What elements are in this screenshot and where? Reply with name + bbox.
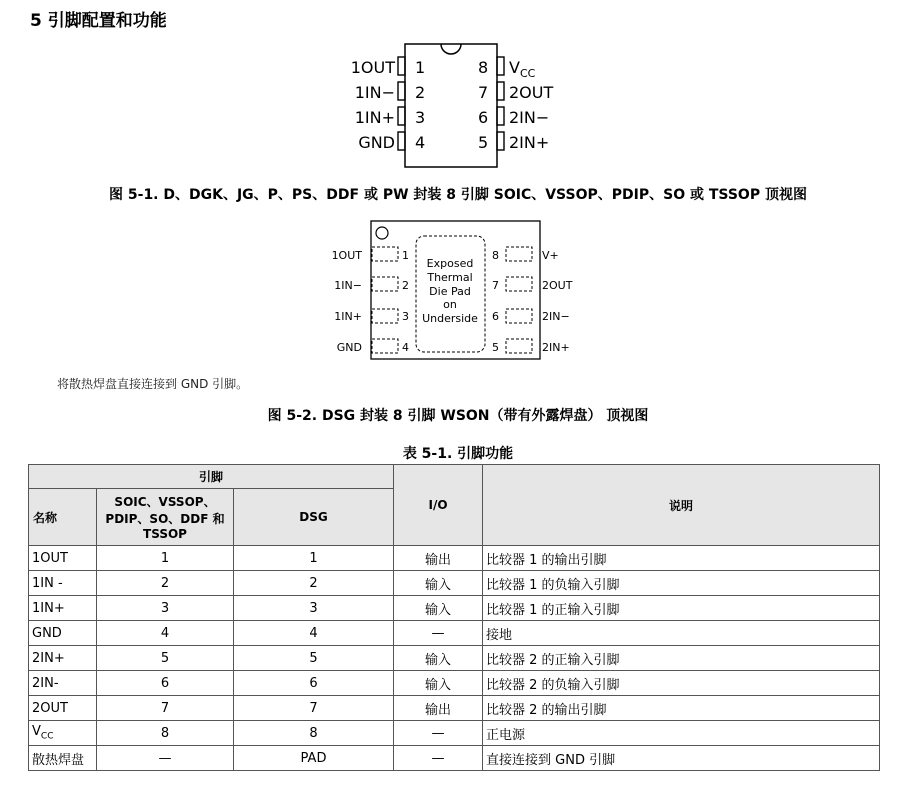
pin-name: 散热焊盘 [29,746,97,771]
table-row [29,621,880,646]
pin-description: 比较器 1 的输出引脚 [483,546,880,571]
pin-name: 1IN - [29,571,97,596]
pin-io: 输入 [394,671,483,696]
wson-pin-name-right-6: 2IN− [542,310,570,323]
table-row [29,746,880,771]
pin1-dot [376,227,388,239]
wson-pin-num-5: 5 [492,341,499,354]
pin-num-6: 6 [478,108,489,127]
table-row [29,546,880,571]
wson-pin-num-8: 8 [492,249,499,262]
pin-description: 接地 [483,621,880,646]
wson-pin-num-6: 6 [492,310,499,323]
pin-number-dsg: 5 [234,646,394,671]
figure-5-2-note: 将散热焊盘直接连接到 GND 引脚。 [57,377,249,391]
pin-number-dsg: 2 [234,571,394,596]
pin-io: — [394,746,483,771]
pin-number-dsg: 1 [234,546,394,571]
figure-5-1-caption: 图 5-1. D、DGK、JG、P、PS、DDF 或 PW 封装 8 引脚 SOIC、VSSOP、PDIP、SO 或 TSSOP 顶视图 [109,187,807,203]
pin-name-left-3: 1IN+ [354,108,395,127]
figure-5-2-caption: 图 5-2. DSG 封装 8 引脚 WSON（带有外露焊盘） 顶视图 [267,408,649,424]
pin-name: 1IN+ [29,596,97,621]
header-description: 说明 [483,465,880,546]
pin-description: 比较器 1 的负输入引脚 [483,571,880,596]
pin-io: 输出 [394,696,483,721]
pin-io: 输入 [394,646,483,671]
pin-number-dsg: 8 [234,721,394,746]
pin-name: 2OUT [29,696,97,721]
pin-number-pkg: 5 [97,646,234,671]
pin-number-dsg: PAD [234,746,394,771]
pin-num-8: 8 [478,58,489,77]
pin-number-dsg: 3 [234,596,394,621]
pin-number-dsg: 6 [234,671,394,696]
pin-num-3: 3 [415,108,426,127]
section-title: 5 引脚配置和功能 [30,11,167,31]
pin-name: GND [29,621,97,646]
pad-label-line-3: Die Pad [429,285,471,298]
pin-number-dsg: 4 [234,621,394,646]
pin-io: — [394,621,483,646]
package-diagram-wson [0,215,916,360]
pin-name-right-5: 2IN+ [509,133,550,152]
pin-description: 比较器 2 的输出引脚 [483,696,880,721]
pin-name-right-8: $V_{CC}$ [509,58,536,80]
pad-label-line-1: Exposed [426,257,474,270]
pin-name-left-2: 1IN− [354,83,395,102]
pin-name-right-6: 2IN− [509,108,550,127]
pin-function-table [28,464,880,771]
pin-description: 比较器 1 的正输入引脚 [483,596,880,621]
wson-pin-name-right-7: 2OUT [542,279,573,292]
wson-pin-name-left-2: 1IN− [334,279,362,292]
table-row [29,596,880,621]
wson-pin-num-3: 3 [402,310,409,323]
pin-number-pkg: 3 [97,596,234,621]
pin-num-1: 1 [415,58,426,77]
table-row [29,721,880,746]
pin-number-pkg: 1 [97,546,234,571]
pin-number-pkg: — [97,746,234,771]
wson-pin-name-right-5: 2IN+ [542,341,570,354]
pin-stubs-right [497,57,504,150]
pin-number-pkg: 4 [97,621,234,646]
table-5-1-caption: 表 5-1. 引脚功能 [402,446,514,462]
package-diagram-soic [0,0,916,180]
header-package-pins: SOIC、VSSOP、 PDIP、SO、DDF 和 TSSOP [97,489,234,546]
wson-pin-name-right-8: V+ [542,249,559,262]
wson-pin-name-left-3: 1IN+ [334,310,362,323]
pin-num-2: 2 [415,83,426,102]
pin-number-pkg: 2 [97,571,234,596]
wson-pin-name-left-4: GND [336,341,362,354]
pin-description: 直接连接到 GND 引脚 [483,746,880,771]
pin-name: 2IN- [29,671,97,696]
table-row [29,646,880,671]
pin-stubs-left [398,57,405,150]
wson-pin-num-1: 1 [402,249,409,262]
wson-pads-left [372,247,398,353]
table-row [29,571,880,596]
pin-io: 输入 [394,571,483,596]
pin-num-5: 5 [478,133,489,152]
pin-description: 比较器 2 的正输入引脚 [483,646,880,671]
pin-io: 输入 [394,596,483,621]
table-row [29,696,880,721]
pin-number-pkg: 6 [97,671,234,696]
header-pin-group: 引脚 [29,465,394,489]
pin-io: — [394,721,483,746]
header-io: I/O [394,465,483,546]
wson-pin-num-2: 2 [402,279,409,292]
wson-pin-name-left-1: 1OUT [331,249,362,262]
wson-pads-right [506,247,532,353]
pin-number-dsg: 7 [234,696,394,721]
pad-label-line-4: on [443,298,457,311]
table-row [29,671,880,696]
pad-label-line-5: Underside [422,312,478,325]
pin-name-right-7: 2OUT [509,83,554,102]
pin-number-pkg: 7 [97,696,234,721]
pin-name-left-1: 1OUT [350,58,395,77]
pin-io: 输出 [394,546,483,571]
pin-name: 1OUT [29,546,97,571]
pad-label-line-2: Thermal [427,271,473,284]
pin-name: 2IN+ [29,646,97,671]
pin-num-7: 7 [478,83,489,102]
header-dsg: DSG [234,489,394,546]
pin-description: 比较器 2 的负输入引脚 [483,671,880,696]
wson-pin-num-4: 4 [402,341,409,354]
pin-name-left-4: GND [358,133,395,152]
pin-name: $V_{CC}$ [29,721,97,746]
pin-description: 正电源 [483,721,880,746]
header-name: 名称 [29,489,97,546]
pin-num-4: 4 [415,133,426,152]
pin1-notch [441,44,461,54]
pin-number-pkg: 8 [97,721,234,746]
wson-pin-num-7: 7 [492,279,499,292]
